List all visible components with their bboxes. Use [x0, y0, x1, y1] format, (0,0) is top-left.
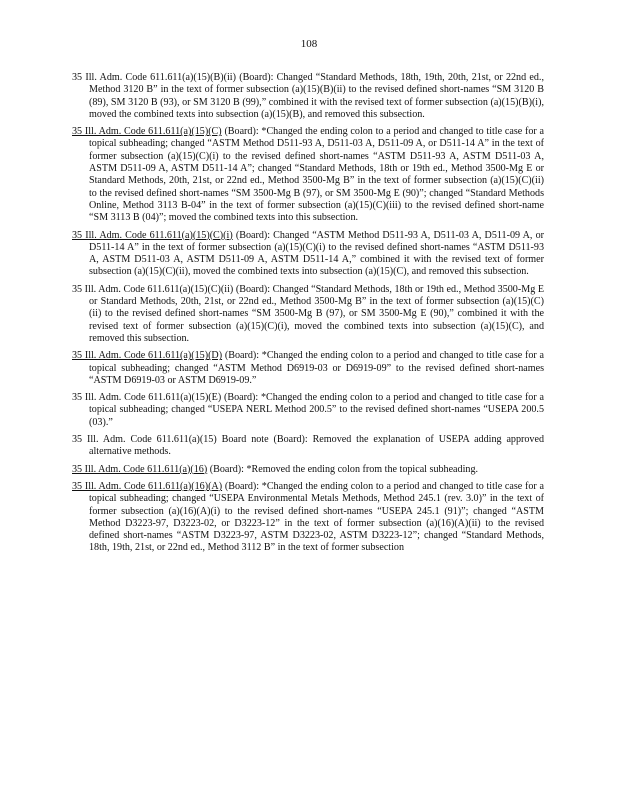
amendment-entry	[72, 464, 544, 476]
amendment-entry	[72, 284, 544, 345]
amendment-entry	[72, 481, 544, 555]
entry-citation: 35 Ill. Adm. Code 611.611(a)(15)	[72, 434, 217, 446]
entry-citation: 35 Ill. Adm. Code 611.611(a)(16)	[72, 463, 208, 475]
amendment-entry	[72, 350, 544, 387]
entry-citation: 35 Ill. Adm. Code 611.611(a)(15)(B)(ii)	[72, 72, 236, 83]
page-number: 108	[300, 38, 318, 50]
amendment-entry	[72, 72, 544, 121]
entry-citation: 35 Ill. Adm. Code 611.611(a)(15)(C)(i)	[72, 229, 233, 241]
entry-citation: 35 Ill. Adm. Code 611.611(a)(15)(D)	[72, 350, 223, 362]
entry-text: (Board): *Removed the ending colon from the topical subheading.	[209, 463, 479, 475]
entry-text: (Board): *Changed the ending colon to a period and changed to title case for a topical subheading; changed “ASTM Method D511-93 A, D511-03 A, D511-09 A, or D511-14 A” in the text of former subsection (a)(15)(C)(i) to the revised defined short-names “ASTM D511-93 A, ASTM D511-03 A, ASTM D511-09 A, ASTM D511-14 A”; changed “Standard Methods, 18th or 19th ed., Method 3500-Mg E or Standard Methods, 20th, 21st, or 22nd ed., Method 3500-Mg B” in the text of former subsection (a)(15)(C)(ii) to the revised defined short-names “SM 3500-Mg B (97), or SM 3500-Mg E (90)”; changed “Standard Methods Online, Method 3113 B-04” in the text of former subsection (a)(15)(C)(iii) to the revised defined short-name “SM 3113 B (04)”; moved the combined texts into this subsection.	[89, 126, 545, 224]
amendment-entry	[72, 230, 544, 279]
entry-citation: 35 Ill. Adm. Code 611.611(a)(15)(C)	[72, 126, 222, 138]
entry-text: (Board): *Changed the ending colon to a period and changed to title case for a topical subheading; changed “ASTM Method D6919-03 or D6919-09” to the revised defined short-names “ASTM D6919-03 or ASTM D6919-09.”	[89, 350, 545, 386]
amendment-entry	[72, 392, 544, 429]
entry-citation: 35 Ill. Adm. Code 611.611(a)(16)(A)	[72, 480, 223, 492]
entry-citation: 35 Ill. Adm. Code 611.611(a)(15)(E)	[72, 392, 222, 404]
entry-citation: 35 Ill. Adm. Code 611.611(a)(15)(C)(ii)	[72, 283, 234, 295]
entry-text: (Board): *Changed the ending colon to a period and changed to title case for a topical subheading; changed “USEPA NERL Method 200.5” to the revised defined short-names “USEPA 200.5 (03).”	[89, 392, 544, 428]
entry-text: (Board): Changed “Standard Methods, 18th, 19th, 20th, 21st, or 22nd ed., Method 3120 B” in the text of former subsection (a)(15)(B)(ii) to the revised defined short-names “SM 3120 B (89), SM 3120 B (93), or SM 3120 B (99),” combined it with the revised text of former subsection (a)(15)(B)(i), moved the combined texts into subsection (a)(15)(B), and removed this subsection.	[89, 72, 544, 120]
amendment-entry	[72, 434, 544, 459]
entry-text: (Board): *Changed the ending colon to a period and changed to title case for a topical subheading; changed “USEPA Environmental Metals Methods, Method 245.1 (rev. 3.0)” in the text of former subsection (a)(16)(A)(i) to the revised defined short-names “USEPA 245.1 (91)”; changed “ASTM Method D3223-97, D3223-02, or D3223-12” in the text of former subsection (a)(16)(A)(ii) to the revised defined short-names “ASTM D3223-97, ASTM D3223-02, ASTM D3223-12”; changed “Standard Methods, 18th, 19th, 21st, or 22nd ed., Method 3112 B” in the text of former subsection	[89, 480, 545, 554]
entry-text: (Board): Changed “ASTM Method D511-93 A, D511-03 A, D511-09 A, or D511-14 A” in the text of former subsection (a)(15)(C)(i) to the revised defined short-names “ASTM D511-93 A, ASTM D511-03 A, ASTM D511-09 A, ASTM D511-14 A,” combined it with the revised text of former subsection (a)(15)(C)(ii), moved the combined texts into subsection (a)(15)(C), and removed this subsection.	[89, 229, 544, 278]
amendment-list	[72, 72, 544, 560]
entry-text: Board note (Board): Removed the explanation of USEPA adding approved alternative methods.	[89, 434, 545, 458]
amendment-entry	[72, 126, 544, 224]
entry-text: (Board): Changed “Standard Methods, 18th or 19th ed., Method 3500-Mg E or Standard Methods, 20th, 21st, or 22nd ed., Method 3500-Mg B” in the text of former subsection (a)(15)(C)(ii) to the revised defined short-names “SM 3500-Mg B (97), or SM 3500-Mg E (90),” combined it with the revised text of former subsection (a)(15)(C)(i), moved the combined texts into subsection (a)(15)(C), and removed this subsection.	[89, 283, 544, 344]
